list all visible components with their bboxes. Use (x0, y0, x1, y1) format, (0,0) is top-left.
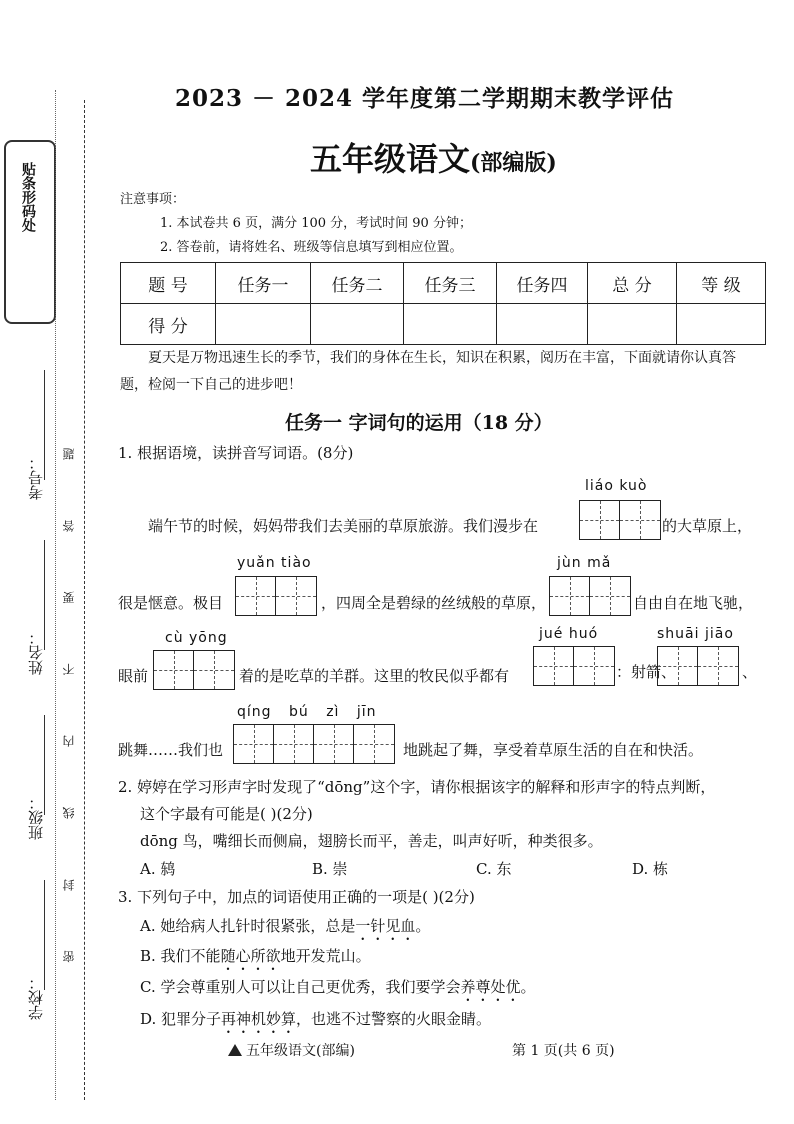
score-cell[interactable] (404, 304, 497, 345)
q2-stem: 2. 婷婷在学习形声字时发现了“dōng”这个字，请你根据该字的解释和形声字的特点判断， (118, 778, 716, 796)
school-line[interactable] (44, 880, 45, 990)
table-header-cell: 总 分 (588, 263, 677, 304)
q1-text: 端午节的时候，妈妈带我们去美丽的草原旅游。我们漫步在 (148, 517, 539, 535)
q1-text: 地跳起了舞，享受着草原生活的自在和快活。 (403, 741, 704, 759)
exam-no-line[interactable] (44, 370, 45, 480)
footer-left (228, 1040, 355, 1060)
dotted-word: 养尊处优 (460, 978, 521, 996)
pinyin: jué huó (539, 626, 599, 642)
footer-subject: 五年级语文(部编) (246, 1043, 355, 1059)
q3-option-c[interactable] (140, 976, 536, 1005)
score-table (120, 262, 766, 345)
dotted-word: 随心所欲 (220, 947, 281, 965)
answer-box[interactable] (579, 500, 661, 540)
name-label: 姓名： (27, 630, 45, 675)
q2-option[interactable]: B. 崇 (312, 860, 348, 878)
q2-option[interactable]: A. 鸫 (140, 860, 176, 878)
subject-title (310, 134, 557, 180)
q1-text: 自由自在地飞驰， (633, 594, 754, 612)
q2-description: dōng 鸟，嘴细长而侧扁，翅膀长而平，善走，叫声好听，种类很多。 (140, 832, 603, 850)
dotted-word: 一针见血 (355, 917, 416, 935)
q1-text: 的大草原上， (662, 517, 753, 535)
notes-item: 1. 本试卷共 6 页，满分 100 分，考试时间 90 分钟； (160, 216, 472, 231)
barcode-label: 贴条形码处 (20, 162, 36, 232)
pinyin: qíng bú zì jīn (237, 704, 377, 720)
answer-box[interactable] (235, 576, 317, 616)
q1-text: ，四周全是碧绿的丝绒般的草原， (321, 594, 547, 612)
pinyin: liáo kuò (585, 478, 648, 494)
q3-option-b[interactable] (140, 945, 371, 974)
q3-stem: 3. 下列句子中，加点的词语使用正确的一项是( )(2分) (118, 888, 475, 906)
answer-box[interactable] (533, 646, 615, 686)
score-header-row (121, 263, 766, 304)
binding-dashed-line (84, 100, 85, 1100)
pinyin: cù yōng (165, 630, 228, 646)
q2-stem: 这个字最有可能是( )(2分) (140, 805, 313, 823)
answer-box[interactable] (549, 576, 631, 616)
exam-title: 2023 － 2024 学年度第二学期期末教学评估 (175, 85, 675, 112)
intro-text: 夏天是万物迅速生长的季节，我们的身体在生长，知识在积累，阅历在丰富，下面就请你认真答题，检阅一下自己的进步吧！ (120, 350, 736, 393)
table-header-cell: 等 级 (677, 263, 766, 304)
table-header-cell: 任务四 (497, 263, 588, 304)
notes-item: 2. 答卷前，请将姓名、班级等信息填写到相应位置。 (160, 240, 463, 255)
score-cell[interactable] (677, 304, 766, 345)
seal-line-text: 密 封 线 内 不 要 答 题 (62, 420, 76, 963)
score-row-label: 得 分 (121, 304, 216, 345)
answer-box[interactable] (657, 646, 739, 686)
table-header-cell: 任务三 (404, 263, 497, 304)
name-line[interactable] (44, 540, 45, 650)
q1-text: 眼前 (118, 667, 149, 685)
section-title: 任务一 字词句的运用（18 分） (285, 412, 553, 434)
notes (120, 188, 472, 260)
barcode-area (4, 140, 56, 324)
pinyin: jùn mǎ (557, 555, 612, 571)
table-header-cell: 任务一 (216, 263, 311, 304)
q1-text: ：射箭、 (616, 663, 677, 681)
pinyin: shuāi jiāo (657, 626, 734, 642)
exam-no-label: 考号： (27, 455, 45, 500)
option-text: ，也逃不过警察的火眼金睛。 (296, 1010, 492, 1028)
dotted-word: 再神机妙算 (221, 1010, 297, 1028)
score-row (121, 304, 766, 345)
score-cell[interactable] (588, 304, 677, 345)
option-text: 。 (520, 978, 536, 996)
option-text: B. 我们不能 (140, 947, 221, 965)
school-label: 学校： (27, 975, 45, 1020)
edition-label: (部编版) (470, 150, 557, 176)
answer-box[interactable] (153, 650, 235, 690)
q1-text: 跳舞……我们也 (118, 741, 224, 759)
score-cell[interactable] (311, 304, 404, 345)
option-text: 地开发荒山。 (280, 947, 371, 965)
table-header-cell: 任务二 (311, 263, 404, 304)
option-text: 。 (415, 917, 431, 935)
table-header-cell: 题 号 (121, 263, 216, 304)
binding-dotted-line (55, 90, 56, 1100)
binding-column (0, 0, 100, 1124)
option-text: D. 犯罪分子 (140, 1010, 222, 1028)
score-cell[interactable] (216, 304, 311, 345)
pinyin: yuǎn tiào (237, 555, 312, 571)
q2-option[interactable]: D. 栋 (632, 860, 669, 878)
class-line[interactable] (44, 715, 45, 815)
class-label: 班级： (27, 795, 45, 840)
triangle-logo-icon (228, 1044, 242, 1056)
score-cell[interactable] (497, 304, 588, 345)
q1-stem: 1. 根据语境，读拼音写词语。(8分) (118, 444, 354, 462)
subject-name: 五年级语文 (310, 140, 471, 178)
option-text: C. 学会尊重别人可以让自己更优秀，我们要学会 (140, 978, 461, 996)
notes-heading: 注意事项： (120, 192, 186, 207)
q1-text: 着的是吃草的羊群。这里的牧民似乎都有 (239, 667, 510, 685)
q1-text: 、 (742, 663, 758, 681)
q2-option[interactable]: C. 东 (476, 860, 512, 878)
q3-option-a[interactable] (140, 915, 430, 944)
answer-box[interactable] (233, 724, 395, 764)
option-text: A. 她给病人扎针时很紧张，总是 (140, 917, 356, 935)
q1-text: 很是惬意。极目 (118, 594, 224, 612)
page-number: 第 1 页(共 6 页) (512, 1043, 615, 1059)
q3-option-d[interactable] (140, 1008, 491, 1037)
